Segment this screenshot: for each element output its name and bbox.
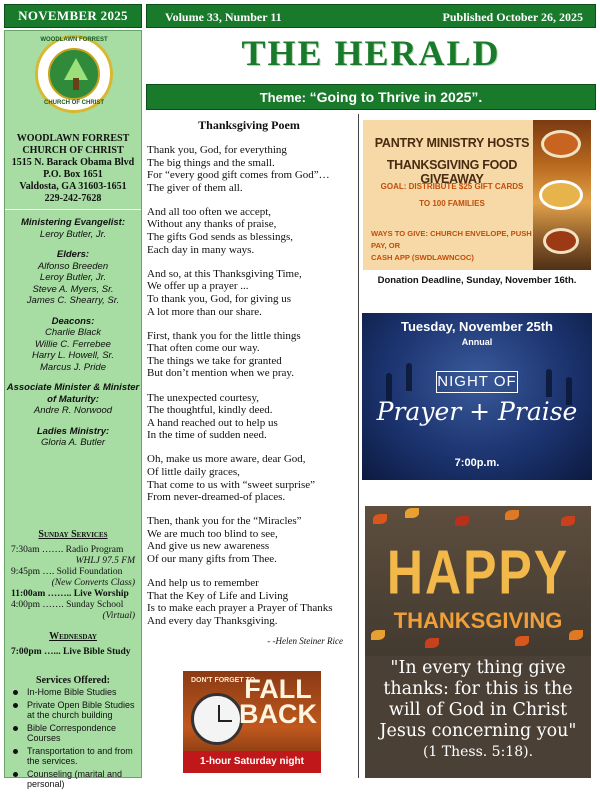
- clock-icon: [191, 693, 243, 745]
- leader-group-title: Ministering Evangelist:: [21, 217, 125, 228]
- bullet-icon: [13, 749, 18, 754]
- church-logo: [35, 35, 113, 113]
- issue-month: NOVEMBER 2025: [18, 8, 128, 23]
- service-sub: (New Converts Class): [51, 578, 135, 588]
- thanksgiving-graphic: [365, 506, 591, 778]
- leaf-icon: [373, 514, 387, 524]
- verse-line: "In every thing give: [390, 658, 566, 678]
- verse-line: will of God in Christ: [388, 700, 568, 720]
- theme-text: “Going to Thrive in 2025”.: [309, 89, 483, 105]
- theme-label: Theme:: [259, 90, 306, 105]
- offered-text: Private Open Bible Studies at the church building: [27, 699, 135, 720]
- raised-hand-icon: [546, 369, 552, 397]
- poem-line: Is to make each prayer a Prayer of Thanks: [147, 602, 333, 615]
- list-item: [11, 687, 139, 698]
- poem-stanza: [147, 515, 357, 565]
- poem-line: The thoughtful, kindly deed.: [147, 404, 273, 417]
- poem-stanza: [147, 206, 357, 256]
- fall-back-graphic: [183, 671, 321, 773]
- service-row: 4:00pm ……. Sunday School: [11, 600, 124, 610]
- pantry-ways-line2: CASH APP (SWDLAWNCOC): [371, 253, 474, 262]
- poem-line: Without any thanks of praise,: [147, 218, 277, 231]
- leader-name: Andre R. Norwood: [33, 405, 113, 416]
- fall-back-dont: DON'T FORGET TO: [191, 677, 256, 684]
- back-word: BACK: [239, 699, 317, 729]
- church-pobox: P.O. Box 1651: [43, 169, 103, 180]
- offered-text: Transportation to and from the services.: [27, 745, 133, 766]
- poem-line: That the Key of Life and Living: [147, 589, 289, 602]
- poem-line: Then, thank you for the “Miracles”: [147, 515, 302, 528]
- sunday-services-list: [11, 545, 139, 622]
- leader-group: [5, 382, 141, 417]
- logo-emblem: [48, 48, 100, 100]
- leader-group: [5, 426, 141, 449]
- night-of-label: NIGHT OF: [436, 371, 518, 393]
- church-name-line2: CHURCH OF CHRIST: [22, 145, 124, 156]
- leader-group: [5, 249, 141, 307]
- logo-ring-bottom: CHURCH OF CHRIST: [44, 100, 104, 106]
- poem-stanza: [147, 144, 357, 194]
- leader-group: [5, 217, 141, 240]
- fall-back-words: [239, 674, 317, 729]
- sidebar-divider: [5, 209, 141, 210]
- poem-line: And help us to remember: [147, 577, 259, 590]
- offered-text: Counseling (marital and personal): [27, 768, 123, 789]
- prayer-praise-title: Prayer + Praise: [376, 397, 578, 426]
- column-divider: [358, 114, 359, 778]
- list-item: [11, 723, 139, 744]
- poem-title: Thanksgiving Poem: [198, 118, 300, 132]
- leaf-icon: [425, 638, 439, 648]
- side-dish-icon: [539, 180, 583, 210]
- poem-line: Each day in many ways.: [147, 243, 255, 256]
- sunday-services-title: Sunday Services: [38, 529, 108, 540]
- poem-author: - -Helen Steiner Rice: [267, 636, 343, 646]
- leader-name: Gloria A. Butler: [40, 437, 106, 448]
- pantry-ways: [371, 228, 541, 264]
- poem-stanza: [147, 453, 357, 503]
- sidebar: [4, 30, 142, 789]
- leader-name: Leroy Butler, Jr.: [39, 272, 107, 283]
- poem-line: That often come our way.: [147, 342, 260, 355]
- turkey-dish-icon: [541, 130, 581, 158]
- list-item: [11, 700, 139, 721]
- verse-reference: (1 Thess. 5:18).: [422, 744, 534, 760]
- leader-name: Leroy Butler, Jr.: [39, 228, 107, 240]
- bullet-icon: [13, 726, 18, 731]
- leaf-icon: [515, 636, 529, 646]
- leader-group-title: Associate Minister & Minister of Maturity:: [6, 382, 140, 405]
- wednesday-service: 7:00pm …... Live Bible Study: [11, 647, 131, 657]
- service-row: 9:45pm …. Solid Foundation: [11, 567, 123, 577]
- clock-hand: [218, 720, 232, 722]
- leader-group-title: Deacons:: [51, 315, 95, 327]
- poem-line: First, thank you for the little things: [147, 329, 301, 342]
- poem-line: But don’t mention when we pray.: [147, 367, 294, 380]
- poem-line: And give us new awareness: [147, 540, 270, 553]
- poem-line: And so, at this Thanksgiving Time,: [147, 267, 302, 280]
- tree-trunk-icon: [73, 78, 79, 90]
- poem-line: The gifts God sends as blessings,: [147, 231, 294, 244]
- pie-dish-icon: [543, 228, 579, 254]
- poem-line: Of little daily graces,: [147, 465, 240, 478]
- prayer-time: 7:00p.m.: [454, 457, 500, 469]
- theme-banner: [146, 84, 596, 110]
- poem-line: We offer up a prayer ...: [147, 280, 249, 293]
- poem-line: A lot more than our share.: [147, 305, 262, 318]
- bullet-icon: [13, 690, 18, 695]
- volume-number: Volume 33, Number 11: [165, 10, 282, 24]
- prayer-praise-flyer: [362, 313, 592, 480]
- poem-line: To thank you, God, for giving us: [147, 292, 292, 305]
- month-banner: [4, 4, 142, 28]
- poem-line: And all too often we accept,: [147, 205, 272, 218]
- leader-group: [5, 316, 141, 374]
- poem-line: The unexpected courtesy,: [147, 391, 259, 404]
- pantry-ways-line1: WAYS TO GIVE: CHURCH ENVELOPE, PUSH PAY, OR: [371, 229, 532, 250]
- fall-back-note: 1-hour Saturday night: [183, 751, 321, 773]
- poem-stanza: [147, 268, 357, 318]
- pantry-title-line2: THANKSGIVING FOOD GIVEAWAY: [386, 158, 518, 186]
- church-address: [5, 133, 141, 193]
- poem-line: Thank you, God, for everything: [147, 144, 287, 156]
- bullet-icon: [13, 772, 18, 777]
- church-phone: 229-242-7628: [44, 193, 102, 204]
- pantry-goal-line2: TO 100 FAMILIES: [419, 199, 485, 208]
- church-street: 1515 N. Barack Obama Blvd: [11, 157, 135, 168]
- leaf-icon: [455, 516, 469, 526]
- poem-line: That come to us with “sweet surprise”: [147, 478, 316, 491]
- service-sub: WHLJ 97.5 FM: [75, 556, 135, 566]
- leader-name: Willie C. Ferrebee: [35, 338, 111, 350]
- poem-line: And every day Thanksgiving.: [147, 614, 278, 627]
- happy-word: HAPPY: [386, 537, 570, 608]
- donation-deadline: Donation Deadline, Sunday, November 16th.: [377, 275, 577, 286]
- service-sub: (Virtual): [102, 611, 135, 621]
- church-city: Valdosta, GA 31603-1651: [19, 181, 127, 192]
- prayer-annual: Annual: [461, 337, 493, 347]
- leaf-icon: [505, 510, 519, 520]
- service-row: 7:30am ……. Radio Program: [11, 545, 124, 555]
- poem-line: In the time of sudden need.: [147, 429, 267, 442]
- poem-stanza: [147, 392, 357, 442]
- leader-name: Alfonso Breeden: [37, 260, 109, 272]
- leader-name: Harry L. Howell, Sr.: [32, 350, 114, 361]
- offered-text: Bible Correspondence Courses: [27, 722, 117, 743]
- bullet-icon: [13, 703, 18, 708]
- leader-name: Charlie Black: [45, 327, 101, 338]
- verse-line: thanks: for this is the: [383, 679, 573, 699]
- pantry-flyer: [363, 120, 591, 270]
- scripture-verse: [365, 658, 591, 763]
- thanksgiving-word: THANKSGIVING: [393, 608, 563, 633]
- service-row: 11:00am …….. Live Worship: [11, 589, 129, 599]
- poem-body: [147, 144, 357, 648]
- raised-hand-icon: [406, 363, 412, 391]
- leader-name: James C. Shearry, Sr.: [26, 295, 120, 306]
- tree-icon: [64, 58, 88, 80]
- poem-line: The big things and the small.: [147, 156, 275, 169]
- leadership-list: [5, 217, 141, 458]
- poem-stanza: [147, 330, 357, 380]
- pantry-title-line1: PANTRY MINISTRY HOSTS: [374, 136, 530, 150]
- services-offered-list: [11, 687, 139, 792]
- verse-line: Jesus concerning you": [379, 721, 577, 741]
- publish-date: Published October 26, 2025: [442, 10, 583, 24]
- poem-line: A hand reached out to help us: [147, 416, 278, 429]
- newsletter-title: THE HERALD: [241, 33, 501, 73]
- leader-group-title: Ladies Ministry:: [36, 425, 110, 437]
- services-offered-title: Services Offered:: [36, 675, 110, 686]
- volume-banner: [146, 4, 596, 28]
- poem-line: The giver of them all.: [147, 181, 243, 194]
- leaf-icon: [405, 508, 419, 518]
- food-photo: [533, 120, 591, 270]
- poem-line: For “every good gift comes from God”…: [147, 169, 330, 182]
- poem-stanza: [147, 577, 357, 627]
- prayer-date: Tuesday, November 25th: [401, 319, 553, 334]
- offered-text: In-Home Bible Studies: [27, 687, 117, 697]
- church-name-line1: WOODLAWN FORREST: [16, 133, 130, 144]
- poem-line: Of our many gifts from Thee.: [147, 553, 277, 566]
- logo-ring-top: WOODLAWN FORREST: [40, 37, 108, 43]
- leader-group-title: Elders:: [56, 249, 90, 260]
- list-item: [11, 769, 139, 790]
- wednesday-title: Wednesday: [49, 631, 97, 642]
- leader-name: Marcus J. Pride: [40, 361, 106, 373]
- pantry-goal-line1: GOAL: DISTRIBUTE $25 GIFT CARDS: [380, 182, 524, 191]
- list-item: [11, 746, 139, 767]
- leader-name: Steve A. Myers, Sr.: [32, 283, 114, 295]
- fall-word: FALL: [244, 674, 312, 704]
- leaf-icon: [561, 516, 575, 526]
- poem-line: The things we take for granted: [147, 354, 282, 367]
- poem-line: We are much too blind to see,: [147, 527, 278, 540]
- poem-line: From never-dreamed-of places.: [147, 491, 286, 504]
- poem-line: Oh, make us more aware, dear God,: [147, 453, 306, 466]
